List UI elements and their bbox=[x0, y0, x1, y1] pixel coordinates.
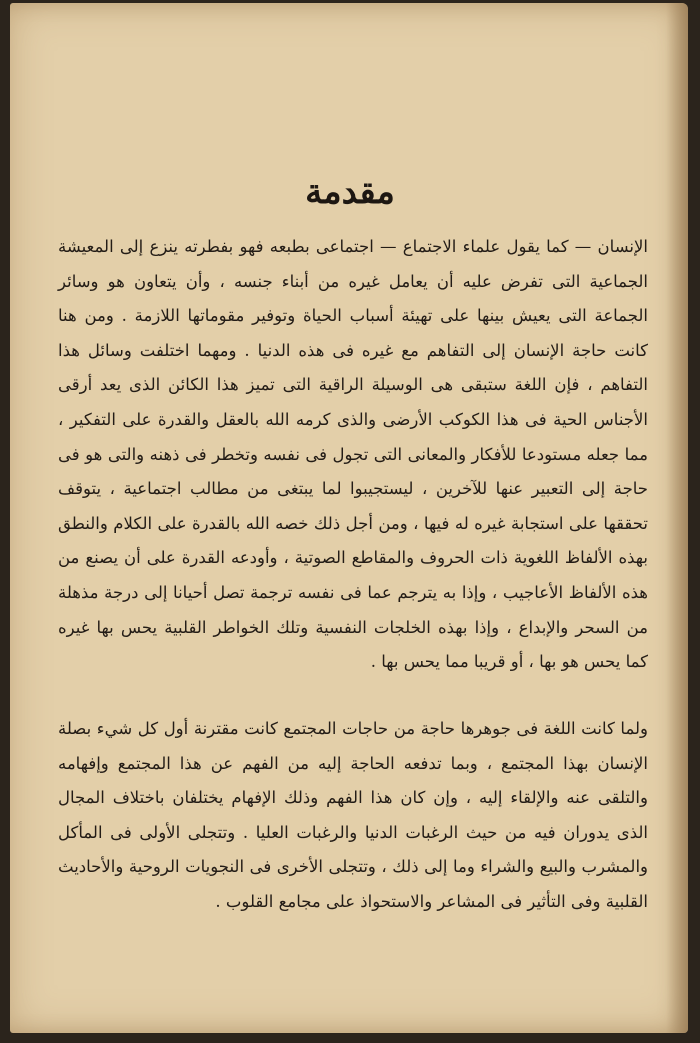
page-title: مقدمة bbox=[305, 172, 395, 212]
page-spine-shadow bbox=[666, 3, 688, 1033]
body-text-block-2 bbox=[58, 712, 648, 920]
paragraph-2: ولما كانت اللغة فى جوهرها حاجة من حاجات المجتمع كانت مقترنة أول كل شيء بصلة الإنسان بهذا المجتمع ، وبما تدفعه الحاجة إليه من الفهم عن هذا المجتمع وإفهامه والتلقى عنه والإلقاء إليه ، وإن كان هذا الفهم وذلك الإفهام يختلفان باختلاف المجال الذى يدوران فيه من حيث الرغبات الدنيا والرغبات العليا . وتتجلى الأولى فى المأكل والمشرب والبيع والشراء وما إلى ذلك ، وتتجلى الأخرى فى النجويات الروحية والأحاديث القلبية وفى التأثير فى المشاعر والاستحواذ على مجامع القلوب . bbox=[58, 719, 648, 911]
body-text-block bbox=[58, 230, 648, 680]
paragraph-1: الإنسان — كما يقول علماء الاجتماع — اجتماعى بطبعه فهو بفطرته ينزع إلى المعيشة الجماعية التى تفرض عليه أن يعامل غيره من أبناء جنسه ، وأن يتعاون هو وسائر الجماعة التى يعيش بينها على تهيئة أسباب الحياة وتوفير مقوماتها اللازمة . ومن هنا كانت حاجة الإنسان إلى التفاهم مع غيره فى هذه الدنيا . ومهما اختلفت وسائل هذا التفاهم ، فإن اللغة ستبقى هى الوسيلة الراقية التى تميز هذا الكائن الذى يعد أرقى الأجناس الحية فى هذا الكوكب الأرضى والذى كرمه الله بالعقل والقدرة على التفكير ، مما جعله مستودعا للأفكار والمعانى التى تجول فى نفسه وتخطر فى ذهنه والتى هو فى حاجة إلى التعبير عنها للآخرين ، ليستجيبوا لما يبتغى من مطالب اجتماعية ، يتوقف تحققها على استجابة غيره له فيها ، ومن أجل ذلك خصه الله بالقدرة على الكلام والنطق بهذه الألفاظ اللغوية ذات الحروف والمقاطع الصوتية ، وأودعه القدرة على أن يصنع من هذه الألفاظ الأعاجيب ، وإذا به يترجم عما فى نفسه ترجمة تصل أحيانا إلى درجة مذهلة من السحر والإبداع ، وإذا بهذه الخلجات النفسية وتلك الخواطر القلبية يحس بها غيره كما يحس هو بها ، أو قريبا مما يحس بها . bbox=[58, 237, 648, 672]
